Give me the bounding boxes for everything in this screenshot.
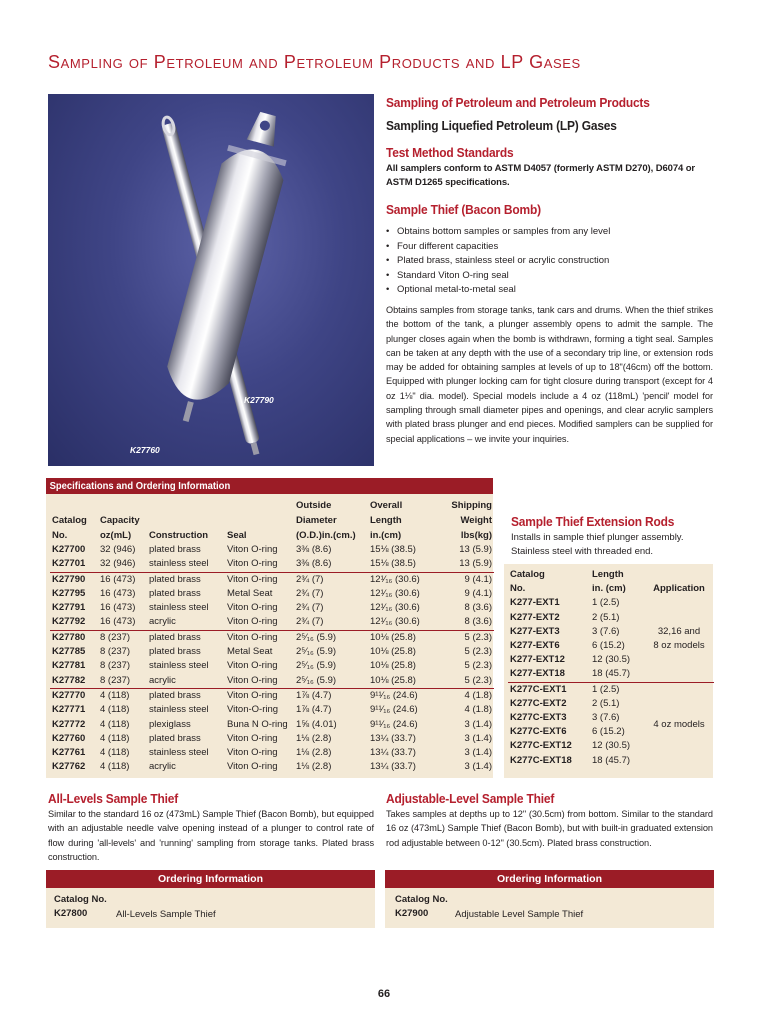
spec-cell: 12¹⁄₁₆ (30.6) [370,616,420,628]
spec-table-row [50,688,494,703]
spec-cell: 9 (4.1) [464,587,492,599]
catalog-number: K27792 [52,616,86,628]
ext-length: 3 (7.6) [592,625,620,637]
ext-table-body [508,596,714,767]
spec-table-row [50,718,494,732]
catalog-number: K27770 [50,688,98,703]
heading-extension-rods: Sample Thief Extension Rods [511,514,675,529]
ext-length: 3 (7.6) [592,712,620,724]
spec-cell: 9 (4.1) [440,572,494,587]
spec-cell: Viton-O-ring [227,704,279,716]
spec-cell: 16 (473) [100,587,136,599]
sample-thief-illustration [48,94,374,466]
spec-cell: 9¹¹⁄₁₆ (24.6) [370,704,418,716]
ext-catalog-number: K277-EXT6 [510,640,560,652]
spec-cell: Viton O-ring [225,630,294,645]
ext-col-catalog: Catalog No. [510,569,545,595]
extension-rods-text: Installs in sample thief plunger assembly. Stainless steel with threaded end. [511,532,684,557]
ext-header-row [508,568,714,596]
photo-label-k27790: K27790 [244,395,274,405]
ext-catalog-number: K277-EXT3 [510,625,560,637]
heading-test-method-standards: Test Method Standards [386,145,514,160]
spec-cell: 4 (118) [98,688,147,703]
spec-cell: 2⁵⁄₁₆ (5.9) [296,674,337,686]
spec-cell: 4 (118) [100,732,130,744]
catalog-number: K27781 [52,660,86,672]
ext-col-application: Application [653,583,705,595]
ext-application: 4 oz models [644,682,714,768]
col-capacity: Capacity oz(mL) [100,515,140,541]
spec-cell: 8 (3.6) [464,602,492,614]
heading-adjustable-level: Adjustable-Level Sample Thief [386,791,555,806]
spec-cell: Viton O-ring [227,544,278,555]
adjustable-item: Adjustable Level Sample Thief [455,909,584,920]
all-levels-item: All-Levels Sample Thief [116,909,216,920]
spec-cell: 1⅛ (2.8) [296,732,332,744]
catalog-number: K27772 [52,718,86,730]
spec-cell: 4 (118) [100,747,130,759]
spec-cell: Viton O-ring [227,616,278,628]
spec-cell: 3 (1.4) [464,732,492,744]
spec-cell: 8 (3.6) [464,616,492,628]
standards-text: All samplers conform to ASTM D4057 (formerly ASTM D270), D6074 or ASTM D1265 specifications. [386,163,696,188]
ext-catalog-number: K277C-EXT1 [508,682,590,697]
heading-lp-gases: Sampling Liquefied Petroleum (LP) Gases [386,118,617,133]
spec-table-row [50,645,494,659]
spec-table-row [50,557,494,572]
spec-cell: 12¹⁄₁₆ (30.6) [370,587,420,599]
spec-cell: stainless steel [149,660,209,672]
ext-rods-table [508,568,714,768]
spec-cell: Viton O-ring [227,747,278,759]
spec-cell: plated brass [149,646,201,658]
spec-cell: 5 (2.3) [464,646,492,658]
spec-cell: stainless steel [149,704,209,716]
col-seal: Seal [227,530,247,541]
ext-catalog-number: K277C-EXT18 [510,754,572,766]
spec-cell: 13 (5.9) [459,558,492,570]
spec-table [50,498,494,775]
spec-table-row [50,587,494,601]
spec-cell: 1⅞ (4.7) [294,688,368,703]
spec-cell: 4 (1.8) [464,704,492,716]
spec-cell: Viton O-ring [225,572,294,587]
ext-application: 32,16 and 8 oz models [653,626,705,652]
page-title: Sampling of Petroleum and Petroleum Products and LP Gases [48,52,581,72]
spec-table-row [50,732,494,746]
spec-cell: 13 (5.9) [459,544,492,555]
ext-catalog-number: K277C-EXT3 [510,712,567,724]
adjustable-ordering-title: Ordering Information [385,870,714,888]
spec-cell: 13¼ (33.7) [370,761,416,773]
col-weight: Shipping Weight lbs(kg) [451,500,492,541]
ext-catalog-number: K277-EXT12 [510,654,565,666]
col-construction: Construction [149,530,209,541]
spec-cell: Viton O-ring [227,660,278,672]
ext-length: 12 (30.5) [592,654,631,666]
spec-cell: 16 (473) [100,602,136,614]
spec-cell: 2¾ (7) [294,572,368,587]
feature-item: • Plated brass, stainless steel or acrylic construction [386,254,610,269]
spec-table-row [50,630,494,645]
spec-cell: 5 (2.3) [464,660,492,672]
spec-cell: 2¾ (7) [296,587,324,599]
spec-table-row [50,674,494,689]
spec-cell: plated brass [149,587,201,599]
ext-length: 6 (15.2) [592,640,625,652]
spec-cell: 32 (946) [100,558,136,570]
spec-cell: 1⅛ (2.8) [296,761,332,773]
spec-cell: Viton O-ring [227,761,278,773]
spec-table-row [50,703,494,717]
spec-cell: stainless steel [149,747,209,759]
ext-catalog-number: K277-EXT18 [510,668,565,680]
spec-cell: plated brass [149,544,201,555]
spec-cell: 1⅞ (4.7) [296,704,332,716]
all-levels-text: Similar to the standard 16 oz (473mL) Sample Thief (Bacon Bomb), but equipped with an adjustable needle valve opening instead of a plunger to control rate of flow during 'all-levels' and 'running' sampling from storage tanks. Plated brass construction. [48,809,374,862]
spec-cell: acrylic [149,674,176,686]
spec-table-body [50,543,494,775]
ext-length: 2 (5.1) [592,611,620,623]
catalog-number: K27795 [52,587,86,599]
spec-cell: 32 (946) [100,544,136,555]
spec-cell: 8 (237) [100,646,131,658]
spec-cell: 16 (473) [100,616,136,628]
spec-cell: 10⅛ (25.8) [370,646,416,658]
spec-cell: acrylic [149,761,176,773]
spec-cell: Viton O-ring [227,732,278,744]
spec-cell: 5 (2.3) [464,674,492,686]
description-paragraph: Obtains samples from storage tanks, tank cars and drums. When the thief strikes the bottom of the tank, a plunger assembly opens to admit the sample. The plunger closes again when the bomb is withdrawn, forming a tight seal. Samples can be taken at any depth with the use of a secondary trip line, or extension rods may be added for obtaining samples at levels of up to 18"(46cm) off the bottom. Equipped with plunger locking cam for tight closure during transport (except for 4 oz 1⅛" dia. model). Special models include a 4 oz (118mL) 'pencil' model for sampling through small diameter pipes and openings, and clear acrylic samplers with plated brass plunger and end pieces. Modified samplers can be supplied for special applications – we invite your inquiries. [386,305,713,444]
spec-table-row [50,746,494,760]
ext-length: 18 (45.7) [592,754,631,766]
all-levels-ordering-title: Ordering Information [46,870,375,888]
catalog-number: K27790 [50,572,98,587]
ext-length: 1 (2.5) [590,682,644,697]
spec-cell: 1⅛ (2.8) [296,747,332,759]
spec-table-row [50,615,494,630]
spec-cell: plated brass [149,732,201,744]
ext-catalog-number: K277-EXT1 [510,597,560,609]
spec-cell: plated brass [147,572,225,587]
spec-cell: 5 (2.3) [440,630,494,645]
spec-cell: Viton O-ring [227,558,278,570]
spec-table-row [50,572,494,587]
spec-cell: plexiglass [149,718,191,730]
col-length: Overall Length in.(cm) [370,500,403,541]
ext-catalog-number: K277C-EXT2 [510,697,567,709]
spec-cell: 10⅛ (25.8) [368,630,440,645]
spec-cell: 9¹¹⁄₁₆ (24.6) [370,718,418,730]
spec-cell: stainless steel [149,558,209,570]
spec-cell: 2¾ (7) [296,602,324,614]
ext-table-row [508,682,714,697]
spec-cell: 3 (1.4) [464,747,492,759]
spec-cell: 2⁵⁄₁₆ (5.9) [296,646,337,658]
spec-cell: Viton O-ring [227,674,278,686]
spec-cell: 2⁵⁄₁₆ (5.9) [294,630,368,645]
feature-item: • Obtains bottom samples or samples from any level [386,225,610,240]
spec-cell: stainless steel [149,602,209,614]
spec-header-row [50,498,494,543]
spec-cell: 8 (237) [100,660,131,672]
spec-cell: 3 (1.4) [464,761,492,773]
spec-cell: Viton O-ring [225,688,294,703]
ext-catalog-number: K277C-EXT6 [510,726,567,738]
spec-cell: plated brass [147,688,225,703]
spec-cell: acrylic [149,616,176,628]
photo-label-k27760: K27760 [130,445,160,455]
catalog-number: K27701 [52,558,86,570]
spec-table-title: Specifications and Ordering Information [49,480,231,492]
catalog-number: K27780 [50,630,98,645]
ext-length: 18 (45.7) [592,668,631,680]
spec-cell: plated brass [147,630,225,645]
catalog-number: K27771 [52,704,86,716]
spec-cell: 4 (118) [100,761,130,773]
ext-length: 12 (30.5) [592,740,631,752]
catalog-number: K27785 [52,646,86,658]
spec-cell: 3⅜ (8.6) [296,544,332,555]
catalog-number: K27700 [52,544,86,555]
spec-cell: 2⁵⁄₁₆ (5.9) [296,660,337,672]
spec-cell: Buna N O-ring [227,718,288,730]
spec-table-header [46,478,493,494]
spec-cell: 10⅛ (25.8) [370,674,416,686]
spec-cell: 13¼ (33.7) [370,747,416,759]
catalog-number: K27782 [52,674,86,686]
col-diameter: Outside Diameter (O.D.)in.(cm.) [296,500,356,541]
col-catalog: Catalog No. [52,515,87,541]
feature-item: • Optional metal-to-metal seal [386,283,610,298]
spec-cell: 8 (237) [98,630,147,645]
spec-table-row [50,659,494,673]
spec-cell: 12¹⁄₁₆ (30.6) [370,602,420,614]
spec-cell: 9¹¹⁄₁₆ (24.6) [368,688,440,703]
catalog-number: K27762 [52,761,86,773]
spec-cell: Viton O-ring [227,602,278,614]
catalog-number: K27761 [52,747,86,759]
heading-petroleum-products: Sampling of Petroleum and Petroleum Products [386,95,650,110]
spec-table-row [50,760,494,774]
ext-catalog-number: K277C-EXT12 [510,740,572,752]
spec-cell: 10⅛ (25.8) [370,660,416,672]
ext-col-length: Length in. (cm) [592,569,626,595]
ext-table-row [508,596,714,610]
ext-catalog-number: K277-EXT2 [510,611,560,623]
all-levels-ordering-box [46,870,375,928]
ext-length: 6 (15.2) [592,726,625,738]
adjustable-text: Takes samples at depths up to 12" (30.5cm) from bottom. Similar to the standard 16 oz (473mL) Sample Thief (Bacon Bomb), but with built-in graduated extension rod adjustable between 0-12" (30.5cm). Plated brass construction. [386,809,713,848]
adjustable-catalog-label: Catalog No. [395,894,448,905]
spec-cell: 2¾ (7) [296,616,324,628]
spec-cell: 8 (237) [100,674,131,686]
spec-cell: 1⅝ (4.01) [296,718,337,730]
spec-cell: 16 (473) [98,572,147,587]
heading-all-levels: All-Levels Sample Thief [48,791,179,806]
spec-cell: 15⅛ (38.5) [370,558,416,570]
page-number: 66 [377,988,391,1000]
heading-sample-thief: Sample Thief (Bacon Bomb) [386,202,541,217]
spec-cell: 4 (1.8) [440,688,494,703]
feature-list [386,225,610,298]
spec-cell: 15⅛ (38.5) [370,544,416,555]
spec-table-row [50,601,494,615]
spec-cell: Metal Seat [227,587,273,599]
spec-cell: 3⅜ (8.6) [296,558,332,570]
spec-cell: 4 (118) [100,704,130,716]
adjustable-ordering-box [385,870,714,928]
product-photo [48,94,374,466]
spec-cell: 12¹⁄₁₆ (30.6) [368,572,440,587]
catalog-number: K27760 [52,732,86,744]
adjustable-catalog-no: K27900 [395,908,429,919]
ext-length: 2 (5.1) [592,697,620,709]
spec-cell: 3 (1.4) [464,718,492,730]
feature-item: • Standard Viton O-ring seal [386,269,610,284]
ext-length: 1 (2.5) [592,597,620,609]
catalog-number: K27791 [52,602,86,614]
spec-table-row [50,543,494,557]
spec-cell: 4 (118) [100,718,130,730]
spec-cell: 13¼ (33.7) [370,732,416,744]
feature-item: • Four different capacities [386,240,610,255]
spec-cell: Metal Seat [227,646,273,658]
all-levels-catalog-no: K27800 [54,908,88,919]
all-levels-catalog-label: Catalog No. [54,894,107,905]
